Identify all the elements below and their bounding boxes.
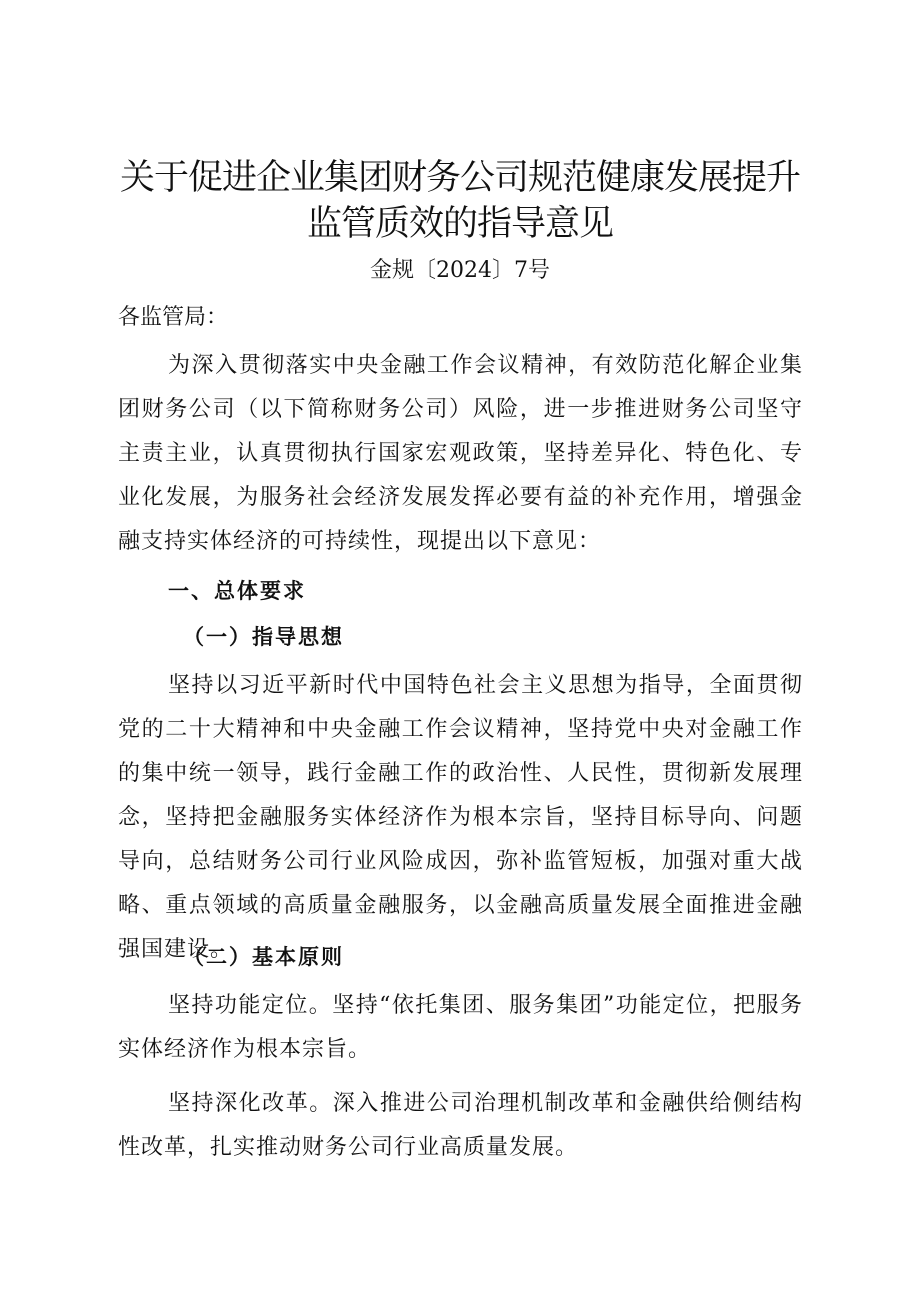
section-heading-general-requirements: 一、总体要求	[168, 579, 306, 603]
principle-functional-positioning-paragraph: 坚持功能定位。坚持“依托集团、服务集团”功能定位，把服务实体经济作为根本宗旨。	[118, 993, 803, 1062]
intro-paragraph: 为深入贯彻落实中央金融工作会议精神，有效防范化解企业集团财务公司（以下简称财务公司）风险，进一步推进财务公司坚守主责主业，认真贯彻执行国家宏观政策，坚持差异化、特色化、专业化发展，为服务社会经济发展发挥必要有益的补充作用，增强金融支持实体经济的可持续性，现提出以下意见：	[118, 353, 803, 554]
principle-deepen-reform-paragraph: 坚持深化改革。深入推进公司治理机制改革和金融供给侧结构性改革，扎实推动财务公司行业高质量发展。	[118, 1091, 803, 1160]
document-title-line1: 关于促进企业集团财务公司规范健康发展提升	[119, 158, 800, 198]
document-title-line2: 监管质效的指导意见	[306, 204, 613, 244]
subsection-heading-guiding-ideology: （一）指导思想	[183, 625, 344, 649]
guiding-ideology-paragraph: 坚持以习近平新时代中国特色社会主义思想为指导，全面贯彻党的二十大精神和中央金融工作会议精神，坚持党中央对金融工作的集中统一领导，践行金融工作的政治性、人民性，贯彻新发展理念，坚持把金融服务实体经济作为根本宗旨，坚持目标导向、问题导向，总结财务公司行业风险成因，弥补监管短板，加强对重大战略、重点领域的高质量金融服务，以金融高质量发展全面推进金融强国建设。	[118, 673, 803, 962]
subsection-heading-basic-principles: （二）基本原则	[183, 945, 344, 969]
salutation: 各监管局：	[118, 305, 229, 330]
document-number: 金规〔2024〕7号	[370, 258, 550, 283]
